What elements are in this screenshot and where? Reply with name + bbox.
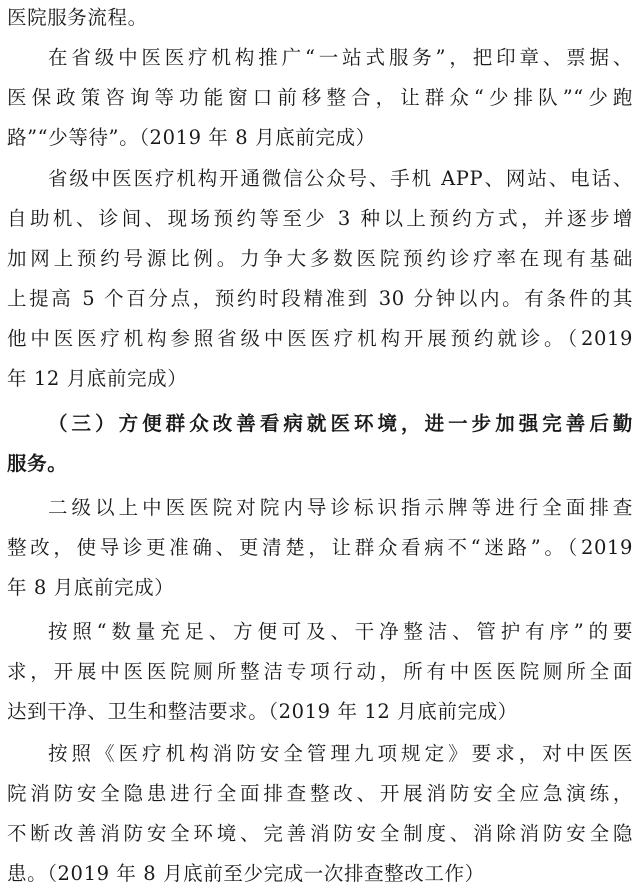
- text-line: 求，开展中医医院厕所整洁专项行动，所有中医医院厕所全面: [7, 660, 633, 683]
- text-line: 医保政策咨询等功能窗口前移整合，让群众“少排队”“少跑: [7, 86, 633, 109]
- text-line: 他中医医疗机构参照省级中医医疗机构开展预约就诊。（2019: [7, 327, 633, 350]
- text-line: 不断改善消防安全环境、完善消防安全制度、消除消防安全隐: [7, 822, 633, 845]
- text-line: 年 8 月底前完成）: [7, 576, 175, 599]
- text-line: 按照“数量充足、方便可及、干净整洁、管护有序”的要: [48, 620, 633, 643]
- text-line: 上提高 5 个百分点，预约时段精准到 30 分钟以内。有条件的其: [7, 287, 633, 310]
- text-line: 二级以上中医医院对院内导诊标识指示牌等进行全面排查: [48, 496, 633, 519]
- text-line: 达到干净、卫生和整洁要求。（2019 年 12 月底前完成）: [7, 700, 518, 723]
- text-line: 路”“少等待”。（2019 年 8 月底前完成）: [7, 126, 376, 149]
- text-line: 整改，使导诊更准确、更清楚，让群众看病不“迷路”。（2019: [7, 536, 633, 559]
- text-line: 自助机、诊间、现场预约等至少 3 种以上预约方式，并逐步增: [7, 207, 633, 230]
- text-line: 省级中医医疗机构开通微信公众号、手机 APP、网站、电话、: [48, 167, 633, 190]
- section-heading: （三）方便群众改善看病就医环境，进一步加强完善后勤: [48, 412, 633, 435]
- text-line: 加网上预约号源比例。力争大多数医院预约诊疗率在现有基础: [7, 247, 633, 270]
- section-heading: 服务。: [7, 452, 68, 475]
- text-line: 按照《医疗机构消防安全管理九项规定》要求，对中医医: [48, 742, 633, 765]
- text-line: 医院服务流程。: [7, 6, 148, 29]
- text-line: 院消防安全隐患进行全面排查整改、开展消防安全应急演练，: [7, 782, 633, 805]
- text-line: 年 12 月底前完成）: [7, 367, 188, 390]
- text-line: 患。（2019 年 8 月底前至少完成一次排查整改工作）: [7, 862, 485, 885]
- text-line: 在省级中医医疗机构推广“一站式服务”，把印章、票据、: [48, 46, 633, 69]
